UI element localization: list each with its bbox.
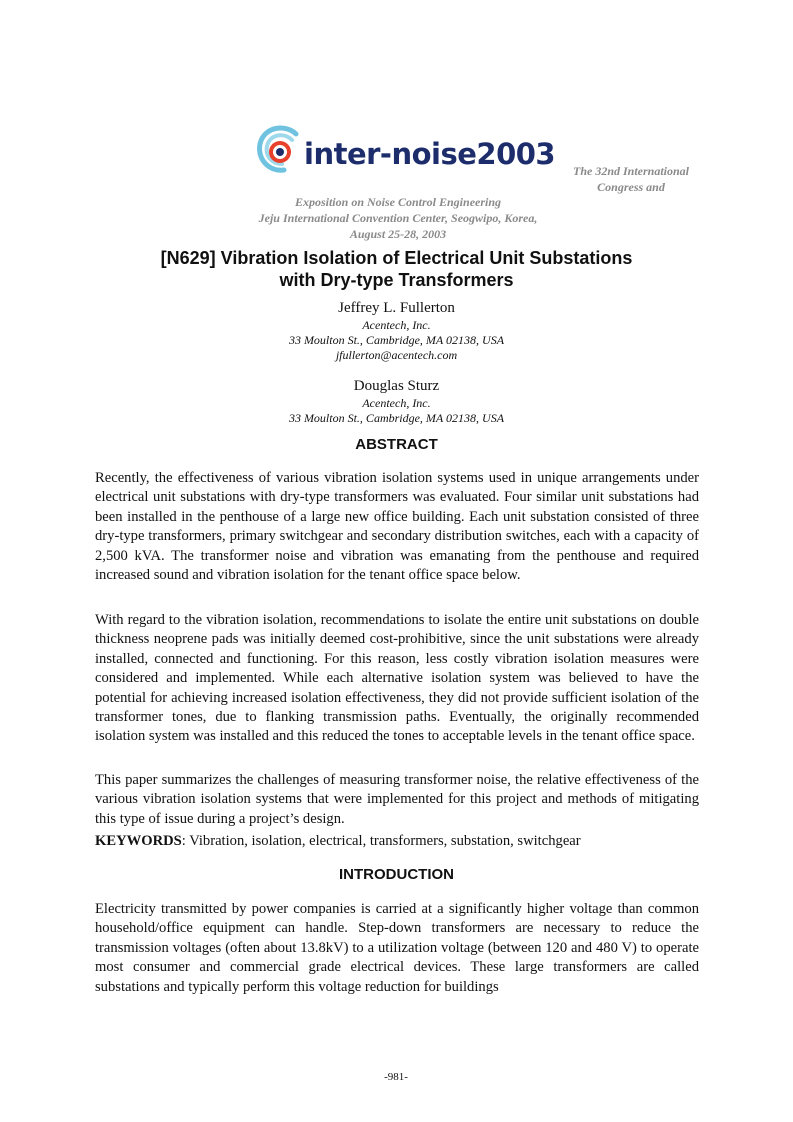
keywords-text: : Vibration, isolation, electrical, transformers, substation, switchgear xyxy=(181,833,581,849)
swirl-logo-icon xyxy=(256,124,302,176)
author-address: 33 Moulton St., Cambridge, MA 02138, USA xyxy=(288,333,505,347)
introduction-heading: INTRODUCTION xyxy=(339,866,454,883)
congress-label xyxy=(556,163,706,195)
keywords-label: KEYWORDS xyxy=(95,833,182,849)
author-org: Acentech, Inc. xyxy=(362,318,431,332)
title-line: [N629] Vibration Isolation of Electrical Unit Substations xyxy=(160,248,633,268)
logo-wordmark: inter-noise2003 xyxy=(304,137,556,171)
venue-line: Jeju International Convention Center, Seogwipo, Korea, xyxy=(258,211,538,225)
author-name: Jeffrey L. Fullerton xyxy=(338,300,455,316)
author-block xyxy=(196,377,597,426)
author-name: Douglas Sturz xyxy=(353,378,440,394)
author-email[interactable]: jfullerton@acentech.com xyxy=(335,348,458,362)
title-line: with Dry-type Transformers xyxy=(279,270,514,290)
congress-line: Congress and xyxy=(597,180,665,194)
introduction-paragraph: Electricity transmitted by power companies is carried at a significantly higher voltage than common household/office equipment can handle. Step-down transformers are necessary to reduce the transmission voltages (often about 13.8kV) to a utilization voltage (between 120 and 480 V) to operate most consumer and commercial grade electrical devices. These large transformers are called substations and typically perform this voltage reduction for buildings xyxy=(95,901,699,995)
author-block xyxy=(196,299,597,363)
venue-block xyxy=(200,194,596,242)
keywords-line xyxy=(95,832,699,851)
page-number: -981- xyxy=(384,1071,408,1083)
abstract-heading: ABSTRACT xyxy=(355,436,438,453)
author-address: 33 Moulton St., Cambridge, MA 02138, USA xyxy=(288,411,505,425)
abstract-paragraph: With regard to the vibration isolation, recommendations to isolate the entire unit substations on double thickness neoprene pads was initially deemed cost-prohibitive, since the unit substations were already installed, connected and functioning. For this reason, less costly vibration isolation measures were considered and implemented. While each alternative isolation system was believed to have the potential for achieving increased isolation effectiveness, they did not provide sufficient isolation of the transformer tones, due to flanking transmission paths. Eventually, the originally recommended isolation system was installed and this reduced the tones to acceptable levels in the tenant office space. xyxy=(95,612,699,745)
author-org: Acentech, Inc. xyxy=(362,396,431,410)
congress-line: The 32nd International xyxy=(572,164,690,178)
conference-logo xyxy=(256,120,556,180)
venue-date: August 25-28, 2003 xyxy=(349,227,447,241)
abstract-paragraph: This paper summarizes the challenges of measuring transformer noise, the relative effectiveness of the various vibration isolation systems that were implemented for this project and methods of mitigating this type of issue during a project’s design. xyxy=(95,772,699,827)
venue-line: Exposition on Noise Control Engineering xyxy=(294,195,502,209)
abstract-paragraph: Recently, the effectiveness of various vibration isolation systems used in unique arrangements under electrical unit substations with dry-type transformers was evaluated. Four similar unit substations had been installed in the penthouse of a large new office building. Each unit substation consisted of three dry-type transformers, primary switchgear and secondary distribution switches, each with a capacity of 2,500 kVA. The transformer noise and vibration was emanating from the penthouse and required increased sound and vibration isolation for the tenant office space below. xyxy=(95,470,699,584)
paper-title xyxy=(96,247,697,291)
